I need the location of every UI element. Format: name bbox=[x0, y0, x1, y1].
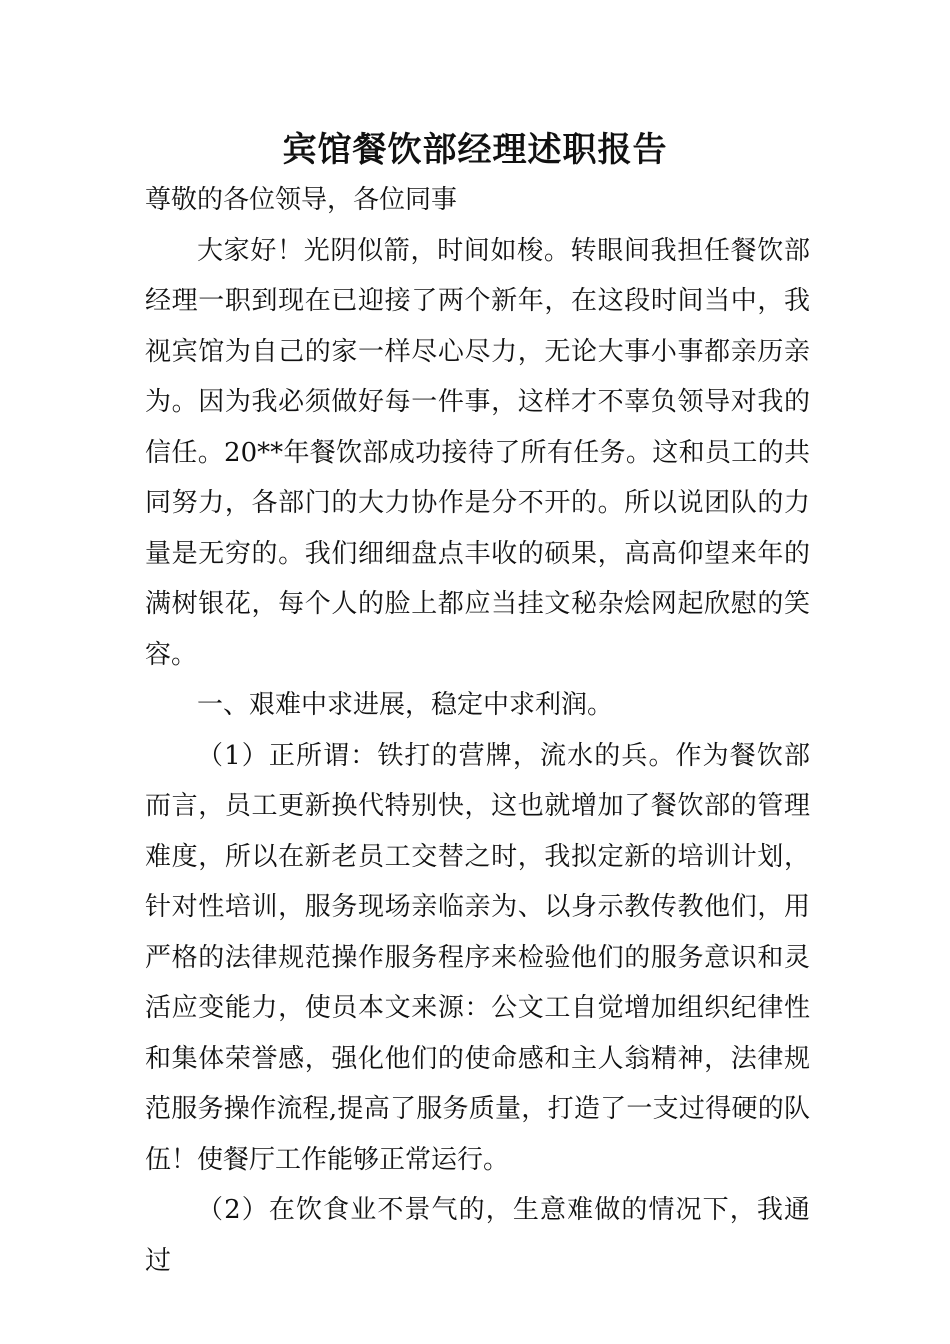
paragraph-item-2: （2）在饮食业不景气的，生意难做的情况下，我通过 bbox=[145, 1195, 810, 1276]
paragraph-opening: 大家好！光阴似箭，时间如梭。转眼间我担任餐饮部经理一职到现在已迎接了两个新年，在这段时间当中，我视宾馆为自己的家一样尽心尽力，无论大事小事都亲历亲为。因为我必须做好每一件事，这样才不辜负领导对我的信任。20**年餐饮部成功接待了所有任务。这和员工的共同努力，各部门的大力协作是分不开的。所以说团队的力量是无穷的。我们细细盘点丰收的硕果，高高仰望来年的满树银花，每个人的脸上都应当挂文秘杂烩网起欣慰的笑容。 bbox=[145, 235, 810, 670]
salutation: 尊敬的各位领导，各位同事 bbox=[145, 185, 458, 215]
paragraph-item-1: （1）正所谓：铁打的营牌，流水的兵。作为餐饮部而言，员工更新换代特别快，这也就增加了餐饮部的管理难度，所以在新老员工交替之时，我拟定新的培训计划，针对性培训，服务现场亲临亲为、以身示教传教他们，用严格的法律规范操作服务程序来检验他们的服务意识和灵活应变能力，使员本文来源：公文工自觉增加组织纪律性和集体荣誉感，强化他们的使命感和主人翁精神，法律规范服务操作流程,提高了服务质量，打造了一支过得硬的队伍！使餐厅工作能够正常运行。 bbox=[145, 740, 810, 1175]
section-heading-1: 一、艰难中求进展，稳定中求利润。 bbox=[197, 690, 614, 720]
page-title: 宾馆餐饮部经理述职报告 bbox=[282, 130, 668, 170]
document-body bbox=[145, 175, 810, 1286]
